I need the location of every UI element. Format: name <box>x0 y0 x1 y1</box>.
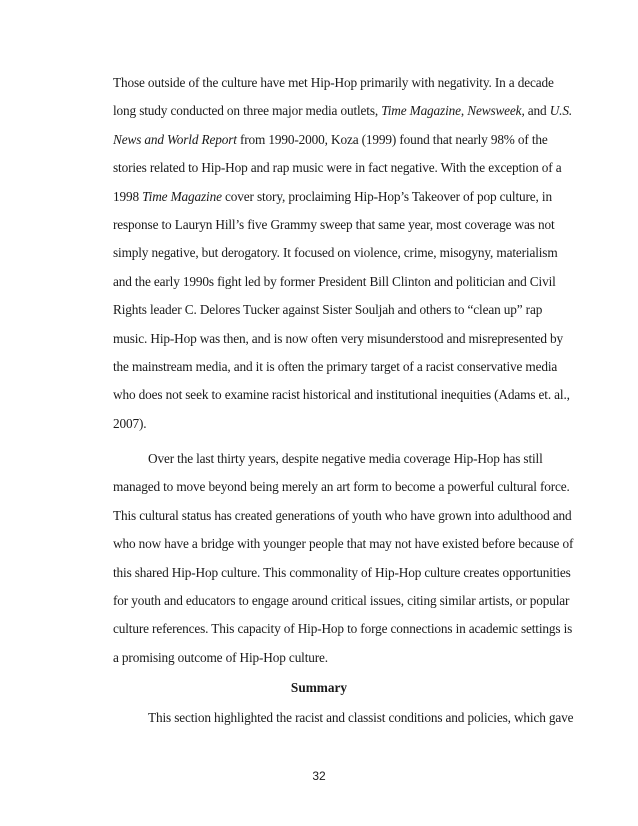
text-run: long study conducted on three major media outlets, <box>113 103 382 119</box>
text-run: This cultural status has created generations of youth who have grown into adulthood and <box>113 507 572 523</box>
text-run: a promising outcome of Hip-Hop culture. <box>113 649 328 665</box>
italic-title: Time Magazine <box>142 188 222 204</box>
page-number: 32 <box>312 769 326 783</box>
text-run: This section highlighted the racist and classist conditions and policies, which gave <box>148 710 574 725</box>
text-line <box>113 132 548 148</box>
text-run: culture references. This capacity of Hip-Hop to forge connections in academic settings is <box>113 621 573 637</box>
text-line <box>113 650 328 666</box>
text-line <box>113 387 570 403</box>
text-line <box>113 479 570 495</box>
italic-title: Time Magazine <box>381 103 461 119</box>
text-line <box>113 245 558 261</box>
italic-title: News and World Report <box>113 131 237 147</box>
text-run: , <box>460 103 468 119</box>
text-line <box>113 331 563 347</box>
text-run: managed to move beyond being merely an art form to become a powerful cultural force. <box>113 479 570 495</box>
italic-title: U.S. <box>549 103 573 119</box>
text-run: the mainstream media, and it is often the primary target of a racist conservative media <box>113 359 558 374</box>
text-run: who does not seek to examine racist historical and institutional inequities (Adams et. al., <box>113 387 570 403</box>
text-line <box>113 160 561 176</box>
text-run: Those outside of the culture have met Hip-Hop primarily with negativity. In a decade <box>113 75 554 90</box>
text-line <box>113 274 556 290</box>
text-line <box>113 593 569 609</box>
text-run: for youth and educators to engage around critical issues, citing similar artists, or popular <box>113 593 570 608</box>
text-run: 2007). <box>113 415 147 431</box>
text-run: Over the last thirty years, despite negative media coverage Hip-Hop has still <box>148 451 543 466</box>
text-run: and the early 1990s fight led by former President Bill Clinton and politician and Civil <box>113 273 556 289</box>
text-line <box>113 621 572 637</box>
text-line <box>148 451 543 467</box>
text-line <box>113 359 557 375</box>
text-line <box>113 416 146 432</box>
text-run: and <box>524 103 550 119</box>
text-line <box>113 302 542 318</box>
italic-title: Newsweek, <box>467 103 525 119</box>
text-run: cover story, proclaiming Hip-Hop’s Takeover of pop culture, in <box>221 188 552 204</box>
text-run: 1998 <box>113 188 143 204</box>
text-run: response to Lauryn Hill’s five Grammy sweep that same year, most coverage was not <box>113 217 555 232</box>
text-run: from 1990-2000, Koza (1999) found that nearly 98% of the <box>236 131 548 147</box>
summary-heading: Summary <box>290 680 348 695</box>
text-line <box>113 536 573 552</box>
text-line <box>113 565 571 581</box>
text-line <box>113 75 554 91</box>
text-run: who now have a bridge with younger people that may not have existed before because of <box>113 536 574 552</box>
text-run: music. Hip-Hop was then, and is now often very misunderstood and misrepresented by <box>113 330 564 346</box>
text-run: stories related to Hip-Hop and rap music were in fact negative. With the exception of a <box>113 160 562 176</box>
text-line <box>148 710 573 726</box>
text-line <box>113 189 552 205</box>
text-line <box>113 217 555 233</box>
text-run: Rights leader C. Delores Tucker against Sister Souljah and others to “clean up” rap <box>113 302 543 318</box>
text-run: this shared Hip-Hop culture. This commonality of Hip-Hop culture creates opportunities <box>113 564 571 580</box>
text-line <box>113 103 572 119</box>
text-line <box>113 508 572 524</box>
text-run: simply negative, but derogatory. It focused on violence, crime, misogyny, materialism <box>113 245 558 261</box>
